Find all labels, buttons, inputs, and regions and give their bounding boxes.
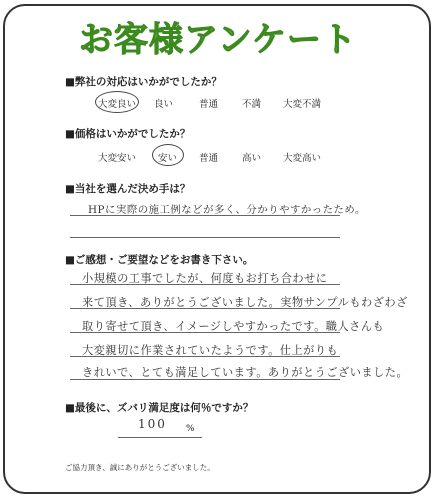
- question-service: ■弊社の対応はいかがでしたか？: [65, 76, 222, 88]
- comment-line: 大変親切に作業されていたようです。仕上がりも: [82, 344, 339, 357]
- answer-line: [70, 308, 340, 309]
- option-price-very-cheap: 大変安い: [98, 153, 137, 164]
- score-line: [118, 437, 202, 438]
- option-price-cheap: 安い: [158, 153, 178, 164]
- answer-line: [70, 379, 340, 380]
- satisfaction-unit: %: [186, 424, 195, 434]
- question-comments: ■ご感想・ご要望などをお書き下さい。: [65, 254, 254, 266]
- answer-reason: HPに実際の施工例などが多く、分かりやすかったため。: [88, 204, 366, 216]
- option-price-normal: 普通: [199, 153, 219, 164]
- comment-line: 来て頂き、ありがとうございました。実物サンプルもわざわざ: [82, 296, 408, 309]
- option-price-expensive: 高い: [242, 153, 262, 164]
- answer-line: [70, 332, 340, 333]
- thank-you-note: ご協力頂き、誠にありがとうございました。: [65, 463, 215, 472]
- answer-line: [70, 356, 340, 357]
- answer-line: [70, 237, 340, 238]
- satisfaction-score: 100: [138, 417, 167, 431]
- answer-line: [70, 284, 340, 285]
- survey-title: お客様アンケート: [79, 20, 357, 60]
- option-service-very-dissatisfied: 大変不満: [283, 99, 322, 110]
- question-satisfaction: ■最後に、ズバリ満足度は何％ですか？: [65, 402, 254, 414]
- option-price-very-expensive: 大変高い: [283, 153, 322, 164]
- option-service-normal: 普通: [199, 99, 219, 110]
- answer-line: [70, 215, 340, 216]
- selected-mark-service: [95, 91, 139, 113]
- selected-mark-price: [152, 144, 184, 166]
- comment-line: 小規模の工事でしたが、何度もお打ち合わせに: [82, 272, 328, 285]
- option-service-dissatisfied: 不満: [242, 99, 262, 110]
- question-reason: ■当社を選んだ決め手は？: [65, 183, 191, 195]
- option-service-very-good: 大変良い: [98, 99, 137, 110]
- comment-line: きれいで、とても満足しています。ありがとうございました。: [82, 366, 409, 379]
- question-price: ■価格はいかがでしたか？: [65, 128, 191, 140]
- comment-line: 取り寄せて頂き、イメージしやすかったです。職人さんも: [82, 320, 385, 333]
- option-service-good: 良い: [154, 99, 174, 110]
